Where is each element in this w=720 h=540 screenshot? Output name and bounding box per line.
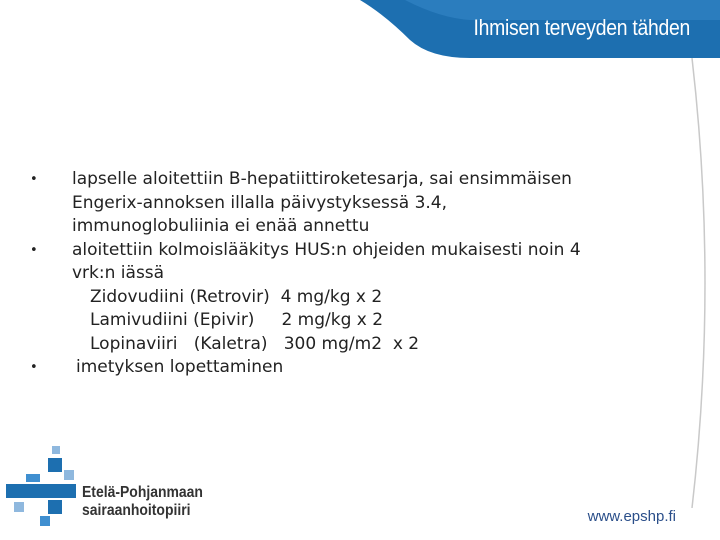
organization-name-line2: sairaanhoitopiiri (82, 502, 191, 519)
bullet-line: Engerix-annoksen illalla päivystyksessä 3.4, (72, 192, 448, 213)
bullet-line: immunoglobuliinia ei enää annettu (72, 216, 370, 236)
bullet-line: aloitettiin kolmoislääkitys HUS:n ohjeiden mukaisesti noin 4 (72, 239, 581, 260)
slide-content (30, 168, 690, 380)
bullet-item-vaccine (30, 168, 690, 239)
cross-pixel-logo-icon (6, 446, 80, 526)
decorative-arc (690, 58, 720, 508)
bullet-line: lapselle aloitettiin B-hepatiittiroketesarja, sai ensimmäisen (72, 169, 572, 189)
dose-line: Zidovudiini (Retrovir) 4 mg/kg x 2 (90, 286, 383, 307)
dose-line: Lopinaviiri (Kaletra) 300 mg/m2 x 2 (90, 333, 420, 354)
header-band (0, 0, 720, 62)
bullet-icon: • (30, 360, 38, 375)
bullet-icon: • (30, 242, 38, 258)
organization-name (82, 484, 203, 520)
bullet-item-medication (30, 239, 690, 286)
website-link[interactable]: www.epshp.fi (587, 508, 676, 525)
bullet-line: imetyksen lopettaminen (76, 357, 284, 377)
organization-name-line1: Etelä-Pohjanmaan (82, 484, 203, 501)
bullet-line: vrk:n iässä (72, 263, 165, 283)
bullet-item-breastfeeding (30, 356, 690, 380)
bullet-icon: • (30, 172, 38, 187)
header-slogan: Ihmisen terveyden tähden (473, 15, 690, 40)
dose-line: Lamivudiini (Epivir) 2 mg/kg x 2 (90, 310, 384, 330)
